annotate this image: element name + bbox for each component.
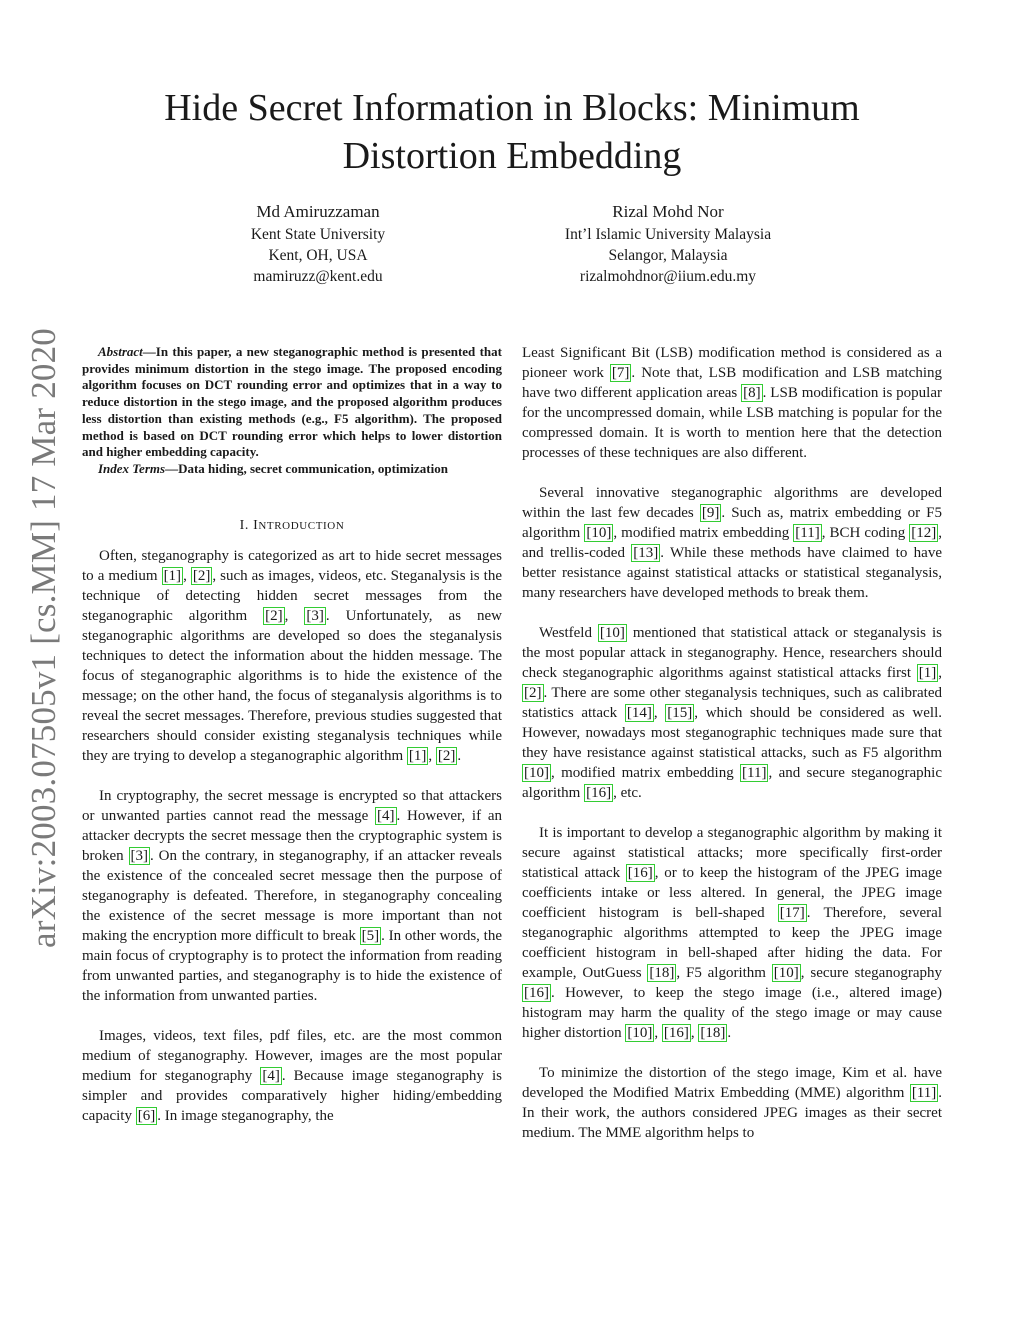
abstract-text: —In this paper, a new steganographic method is presented that provides minimum distortion in the stego image. The proposed encoding algorithm focuses on DCT rounding error and optimizes that in a way to reduce distortion in the stego image, and the proposed algorithm produces less distortion than existing methods (e.g., F5 algorithm). The proposed method is based on DCT rounding error which helps to lower distortion and higher embedding capacity. — [82, 344, 502, 460]
paragraph: Westfeld [10] mentioned that statistical attack or steganalysis is the most popular attack in steganography. Hence, researchers should check steganographic algorithms against statistical attacks first [1] , [2] . There are some other steganalysis techniques, such as calibrated statistics attack [14] , [15] , which should be considered as well. However, nowadays most steganographic techniques made sure that they have resistance against statistical attacks, such as F5 algorithm [10] , modified matrix embedding [11] , and secure steganographic algorithm [16] , etc. — [522, 625, 942, 801]
citation-link[interactable]: [16] — [524, 985, 549, 1001]
citation-link[interactable]: [11] — [795, 525, 820, 541]
left-paragraphs — [82, 546, 502, 1126]
citation-link[interactable]: [16] — [586, 785, 612, 801]
author-name: Rizal Mohd Nor — [612, 202, 724, 221]
author-email: mamiruzz@kent.edu — [253, 268, 383, 285]
citation-link[interactable]: [9] — [701, 505, 720, 521]
citation-link[interactable]: [10] — [524, 765, 549, 781]
paragraph: Least Significant Bit (LSB) modification method is considered as a pioneer work [7] . Note that, LSB modification and LSB matching have two different application areas [8] . LSB modification is popular for the uncompressed domain, while LSB matching is popular for the compressed domain. It is worth to mention here that the detection processes of these techniques are also different. — [522, 345, 943, 461]
index-terms-label: Index Terms — [98, 460, 166, 476]
author-affiliation: Kent State University — [250, 226, 386, 243]
citation-link[interactable]: [13] — [633, 545, 659, 561]
abstract — [82, 344, 502, 461]
citation-link[interactable]: [11] — [911, 1085, 937, 1101]
citation-link[interactable]: [18] — [649, 965, 675, 981]
section-number: I. — [239, 517, 249, 533]
citation-link[interactable]: [2] — [437, 747, 456, 764]
section-title: INTRODUCTION — [253, 517, 345, 533]
citation-link[interactable]: [14] — [626, 705, 652, 721]
left-column — [82, 344, 502, 1146]
right-paragraphs — [522, 343, 942, 1143]
paragraph: Often, steganography is categorized as art to hide secret messages to a medium [1] , [2] , such as images, videos, etc. Steganalysis is the technique of detecting hidden secret messages from the steganographic algorithm [2] , [3] . Unfortunately, as new steganographic algorithms are developed so does the steganalysis techniques to detect the information about the hidden message. The focus of steganographic algorithms is to hide the existence of the message; on the other hand, the focus of steganalysis algorithms is to reveal the secret messages. Therefore, previous studies suggested that researchers should consider existing steganalysis techniques while they are trying to develop a steganographic algorithm [1] , [2] . — [82, 547, 503, 764]
citation-link[interactable]: [8] — [743, 385, 761, 401]
citation-link[interactable]: [6] — [137, 1107, 156, 1124]
citation-link[interactable]: [1] — [918, 665, 937, 681]
citation-link[interactable]: [2] — [265, 607, 283, 624]
arxiv-identifier-stamp: arXiv:2003.07505v1 [cs.MM] 17 Mar 2020 — [24, 327, 63, 949]
citation-link[interactable]: [16] — [627, 865, 653, 881]
author-location: Kent, OH, USA — [268, 247, 368, 264]
author-affiliation: Int’l Islamic University Malaysia — [564, 226, 772, 243]
citation-link[interactable]: [4] — [377, 807, 395, 824]
citation-link[interactable]: [1] — [408, 747, 427, 764]
citation-link[interactable]: [10] — [627, 1025, 653, 1041]
author-email: rizalmohdnor@iium.edu.my — [579, 268, 757, 285]
paragraph: To minimize the distortion of the stego image, Kim et al. have developed the Modified Matrix Embedding (MME) algorithm [11] . In their work, the authors considered JPEG images as their secret medium. The MME algorithm helps to — [522, 1065, 942, 1141]
citation-link[interactable]: [18] — [700, 1025, 726, 1041]
abstract-label: Abstract — [98, 344, 143, 359]
author-location: Selangor, Malaysia — [608, 247, 728, 264]
citation-link[interactable]: [3] — [130, 847, 149, 864]
index-terms-text: —Data hiding, secret communication, optimization — [165, 460, 448, 476]
citation-link[interactable]: [11] — [742, 765, 767, 781]
citation-link[interactable]: [4] — [262, 1067, 280, 1084]
citation-link[interactable]: [16] — [663, 1025, 689, 1041]
author-name: Md Amiruzzaman — [256, 202, 380, 221]
citation-link[interactable]: [10] — [586, 525, 612, 541]
author-block-2 — [518, 200, 818, 287]
citation-link[interactable]: [10] — [773, 965, 799, 981]
citation-link[interactable]: [15] — [667, 705, 693, 721]
paper-title: Hide Secret Information in Blocks: Minimum Distortion Embedding — [164, 87, 860, 177]
paragraph: Several innovative steganographic algorithms are developed within the last few decades [9] . Such as, matrix embedding or F5 algorithm [10] , modified matrix embedding [11] , BCH coding [12] , and trellis-coded [13] . While these methods have claimed to have better resistance against statistical attacks or statistical steganalysis, many researchers have developed methods to break them. — [522, 485, 942, 601]
citation-link[interactable]: [12] — [911, 525, 937, 541]
citation-link[interactable]: [7] — [611, 365, 630, 381]
citation-link[interactable]: [3] — [306, 607, 324, 624]
paragraph: In cryptography, the secret message is encrypted so that attackers or unwanted parties cannot read the message [4] . However, if an attacker decrypts the secret message then the cryptographic system is broken [3] . On the contrary, in steganography, if an attacker reveals the existence of the concealed secret message then the purpose of steganography is defeated. Therefore, in steganography concealing the existence of the secret message is more important than not making the encryption more difficult to break [5] . In other words, the main focus of cryptography is to protect the information from reading from unwanted parties, and steganography is to hide the existence of the information from unwanted parties. — [82, 787, 503, 1004]
section-heading-introduction — [82, 516, 502, 536]
citation-link[interactable]: [5] — [361, 927, 380, 944]
paragraph: Images, videos, text files, pdf files, etc. are the most common medium of steganography. However, images are the most popular medium for steganography [4] . Because image steganography is simpler and provides comparatively higher hiding/embedding capacity [6] . In image steganography, the — [82, 1027, 503, 1124]
paragraph: It is important to develop a steganographic algorithm by making it secure against statistical attacks; more specifically first-order statistical attack [16] , or to keep the histogram of the JPEG image coefficients intake or less altered. In general, the JPEG image coefficient histogram is bell-shaped [17] . Therefore, several steganographic algorithms attempted to keep the JPEG image coefficient histogram in bell-shaped after hiding the data. For example, OutGuess [18] , F5 algorithm [10] , secure steganography [16] . However, to keep the stego image (i.e., altered image) histogram may harm the quality of the stego image or may cause higher distortion [10] , [16] , [18] . — [522, 825, 942, 1041]
citation-link[interactable]: [2] — [192, 567, 211, 584]
author-block-1 — [168, 200, 468, 287]
citation-link[interactable]: [10] — [599, 625, 625, 641]
citation-link[interactable]: [17] — [779, 905, 805, 921]
citation-link[interactable]: [1] — [163, 567, 182, 584]
index-terms — [82, 461, 502, 478]
right-column — [522, 343, 942, 1163]
citation-link[interactable]: [2] — [524, 685, 542, 701]
